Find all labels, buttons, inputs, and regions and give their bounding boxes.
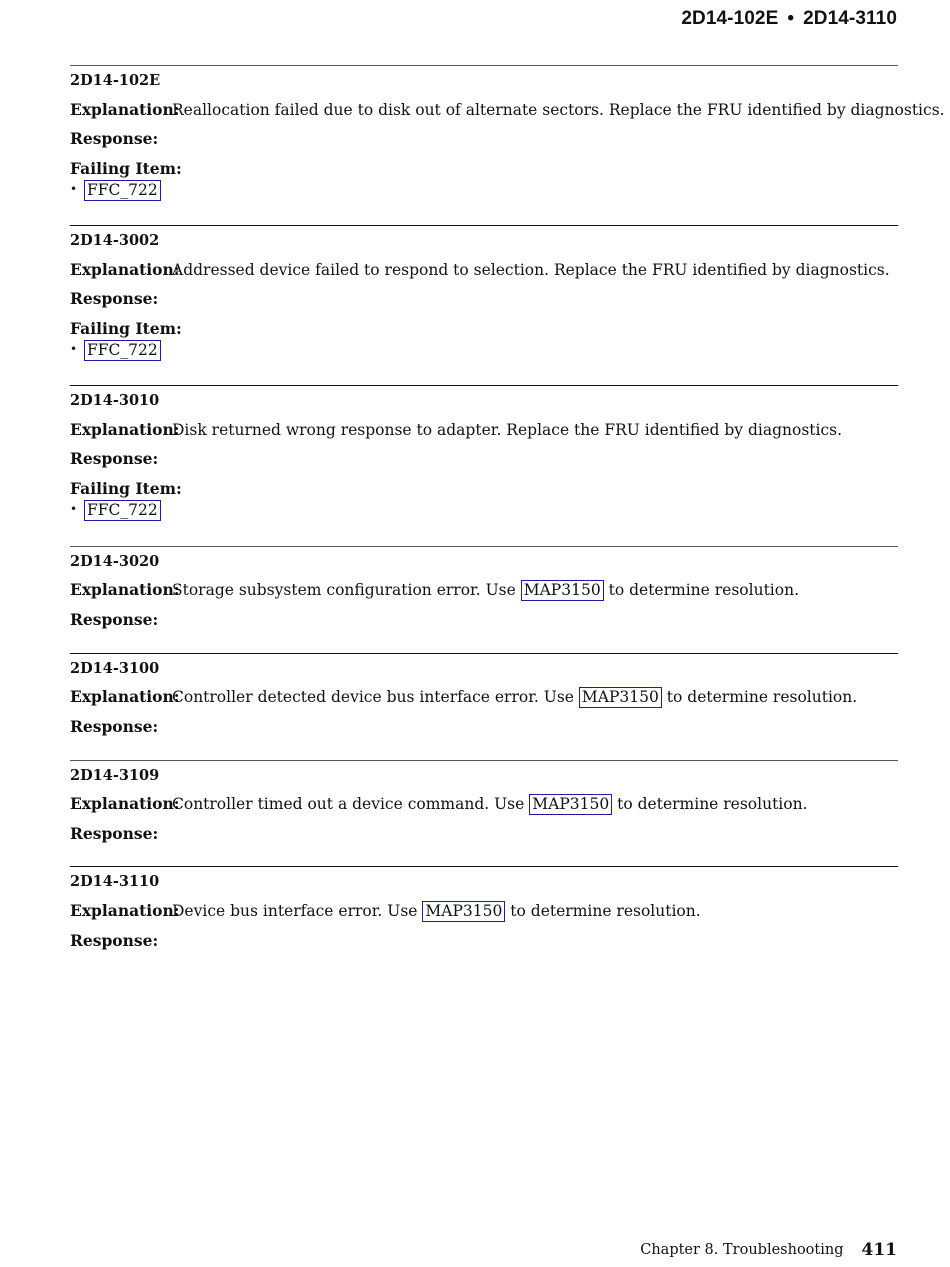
- header-range-end: 2D14-3110: [803, 8, 897, 29]
- failing-item-link[interactable]: FFC_722: [84, 180, 161, 201]
- error-code: 2D14-3100: [70, 660, 160, 677]
- explanation-row: [70, 901, 701, 922]
- explanation-label: Explanation:: [70, 100, 180, 119]
- explanation-text: Reallocation failed due to disk out of alternate sectors. Replace the FRU identified by diagnostics.: [172, 101, 945, 119]
- map3150-link[interactable]: MAP3150: [579, 687, 662, 708]
- error-code: 2D14-3020: [70, 553, 160, 570]
- footer-chapter: Chapter 8. Troubleshooting: [640, 1242, 844, 1258]
- response-row: [70, 449, 158, 468]
- bullet: •: [70, 342, 78, 356]
- failing-item-label: Failing Item:: [70, 159, 182, 178]
- explanation-row: [70, 580, 799, 601]
- explanation-text-before: Storage subsystem configuration error. Use: [172, 581, 516, 599]
- response-label: Response:: [70, 610, 159, 629]
- explanation-text-after: to determine resolution.: [617, 795, 808, 813]
- explanation-text-after: to determine resolution.: [510, 902, 701, 920]
- map3150-link[interactable]: MAP3150: [422, 901, 505, 922]
- entry-divider: [70, 65, 898, 66]
- entry-divider: [70, 760, 898, 761]
- map3150-link[interactable]: MAP3150: [529, 794, 612, 815]
- response-row: [70, 931, 158, 950]
- explanation-label: Explanation:: [70, 794, 180, 813]
- explanation-text-after: to determine resolution.: [666, 688, 858, 706]
- failing-item-row: [70, 479, 182, 498]
- response-row: [70, 289, 158, 308]
- explanation-label: Explanation:: [70, 901, 180, 920]
- entry-divider: [70, 225, 898, 226]
- header-separator: •: [787, 8, 795, 29]
- failing-item-label: Failing Item:: [70, 479, 182, 498]
- response-row: [70, 717, 158, 736]
- explanation-text-after: to determine resolution.: [608, 581, 799, 599]
- failing-item-row: [70, 319, 182, 338]
- entry-divider: [70, 546, 898, 547]
- explanation-text-before: Controller detected device bus interface error. Use: [172, 688, 574, 706]
- failing-item-list-item: [70, 180, 161, 201]
- failing-item-link[interactable]: FFC_722: [84, 500, 161, 521]
- explanation-row: [70, 260, 890, 279]
- page-footer: [640, 1240, 897, 1260]
- explanation-text: Addressed device failed to respond to selection. Replace the FRU identified by diagnostics.: [172, 261, 890, 279]
- response-label: Response:: [70, 449, 159, 468]
- error-code: 2D14-102E: [70, 72, 161, 89]
- explanation-row: [70, 794, 808, 815]
- error-code: 2D14-3002: [70, 232, 160, 249]
- explanation-text-before: Device bus interface error. Use: [172, 902, 418, 920]
- bullet: •: [70, 182, 78, 196]
- entry-divider: [70, 866, 898, 867]
- response-label: Response:: [70, 931, 159, 950]
- entry-divider: [70, 653, 898, 654]
- response-label: Response:: [70, 717, 159, 736]
- explanation-label: Explanation:: [70, 420, 180, 439]
- map3150-link[interactable]: MAP3150: [521, 580, 604, 601]
- explanation-row: [70, 687, 857, 708]
- bullet: •: [70, 502, 78, 516]
- failing-item-row: [70, 159, 182, 178]
- error-code: 2D14-3110: [70, 873, 160, 890]
- explanation-text-before: Controller timed out a device command. Use: [172, 795, 525, 813]
- failing-item-label: Failing Item:: [70, 319, 182, 338]
- entry-divider: [70, 385, 898, 386]
- failing-item-list-item: [70, 340, 161, 361]
- error-code: 2D14-3010: [70, 392, 160, 409]
- explanation-text: Disk returned wrong response to adapter. Replace the FRU identified by diagnostics.: [172, 421, 843, 439]
- page-number: 411: [861, 1240, 897, 1260]
- response-label: Response:: [70, 129, 159, 148]
- explanation-label: Explanation:: [70, 260, 180, 279]
- response-label: Response:: [70, 289, 159, 308]
- response-label: Response:: [70, 824, 159, 843]
- response-row: [70, 824, 158, 843]
- failing-item-link[interactable]: FFC_722: [84, 340, 161, 361]
- explanation-row: [70, 420, 842, 439]
- explanation-label: Explanation:: [70, 580, 180, 599]
- explanation-row: [70, 100, 945, 119]
- explanation-label: Explanation:: [70, 687, 180, 706]
- header-range-start: 2D14-102E: [681, 8, 779, 29]
- response-row: [70, 610, 158, 629]
- error-code: 2D14-3109: [70, 767, 160, 784]
- response-row: [70, 129, 158, 148]
- failing-item-list-item: [70, 500, 161, 521]
